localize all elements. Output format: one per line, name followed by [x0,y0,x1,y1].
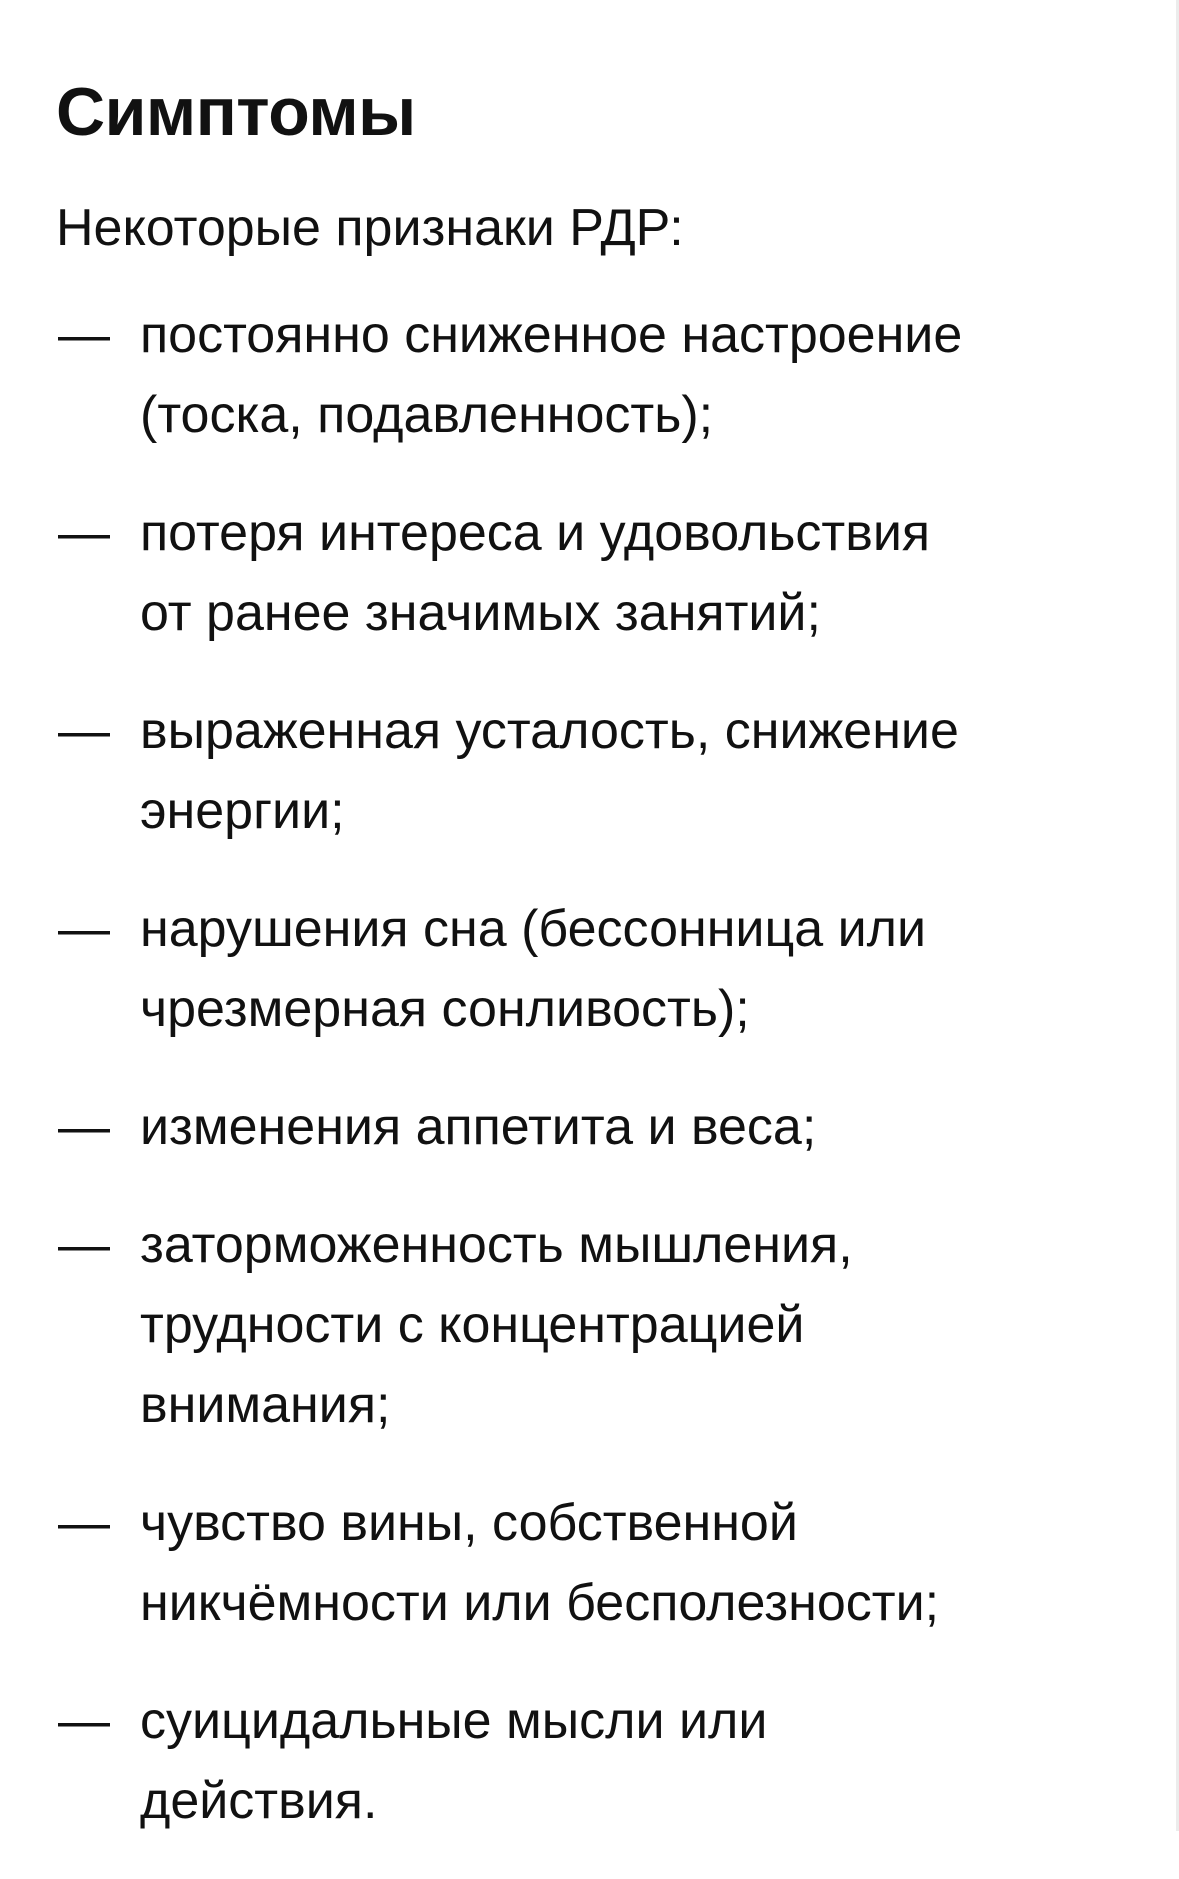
symptom-line: суицидальные мысли или [140,1692,768,1750]
dash-bullet: — [58,900,110,958]
symptom-item [56,1483,1116,1643]
symptom-line: выраженная усталость, снижение [140,702,959,760]
symptom-item [56,889,1116,1049]
symptom-line: потеря интереса и удовольствия [140,504,931,562]
symptom-item [56,691,1116,851]
symptom-line: от ранее значимых занятий; [140,584,821,642]
symptom-line: (тоска, подавленность); [140,386,714,444]
symptom-item [56,1205,1116,1445]
section-title: Симптомы [56,74,416,150]
symptom-line: нарушения сна (бессонница или [140,900,927,958]
symptom-line: изменения аппетита и веса; [140,1098,817,1156]
dash-bullet: — [58,1098,110,1156]
symptom-line: трудности с концентрацией [140,1296,805,1354]
symptom-line: внимания; [140,1376,391,1434]
symptom-line: чувство вины, собственной [140,1494,798,1552]
symptom-line: заторможенность мышления, [140,1216,853,1274]
symptom-item [56,1087,1116,1167]
symptom-line: чрезмерная сонливость); [140,980,750,1038]
symptom-item [56,295,1116,455]
dash-bullet: — [58,1692,110,1750]
dash-bullet: — [58,702,110,760]
symptom-line: постоянно сниженное настроение [140,306,963,364]
dash-bullet: — [58,1494,110,1552]
symptoms-list [56,295,1116,1879]
symptom-line: энергии; [140,782,345,840]
dash-bullet: — [58,1216,110,1274]
symptom-item [56,1681,1116,1841]
dash-bullet: — [58,306,110,364]
symptom-line: никчёмности или бесполезности; [140,1574,940,1632]
symptom-item [56,493,1116,653]
intro-text: Некоторые признаки РДР: [56,199,684,257]
symptom-line: действия. [140,1772,378,1830]
dash-bullet: — [58,504,110,562]
